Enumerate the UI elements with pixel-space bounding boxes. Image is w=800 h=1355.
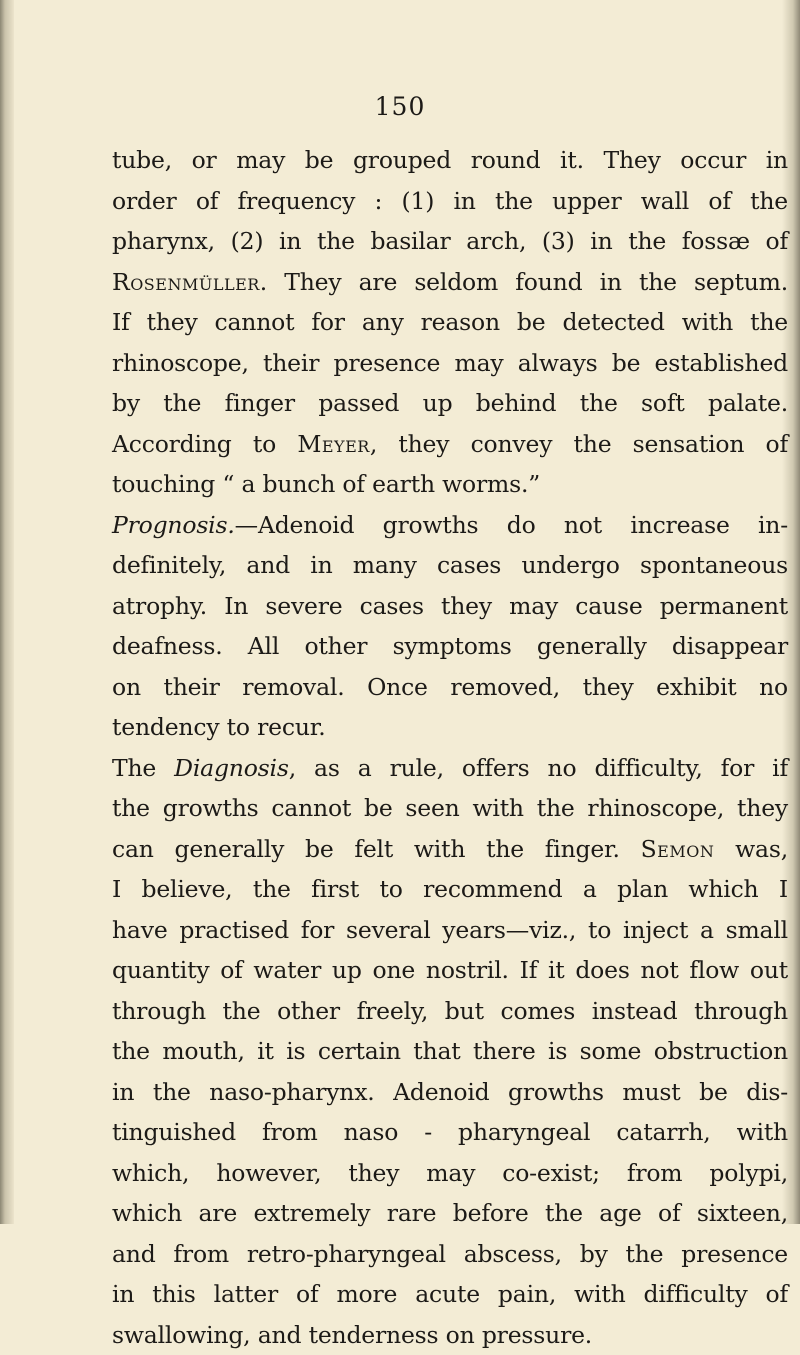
page-number: 150 <box>0 92 800 122</box>
text-line: Rosenmüller. They are seldom found in the septum. <box>112 262 788 303</box>
text-line: swallowing, and tenderness on pressure. <box>112 1315 788 1355</box>
text-line: According to Meyer, they convey the sensation of <box>112 424 788 465</box>
text-line: tendency to recur. <box>112 707 788 748</box>
text-line: have practised for several years—viz., to inject a small <box>112 910 788 951</box>
text-line: the growths cannot be seen with the rhinoscope, they <box>112 788 788 829</box>
body-text <box>112 140 788 1355</box>
text-line: can generally be felt with the finger. Semon was, <box>112 829 788 870</box>
text-line: which are extremely rare before the age of sixteen, <box>112 1193 788 1234</box>
section-heading-diagnosis: Diagnosis <box>174 754 289 782</box>
text-line: tube, or may be grouped round it. They occur in <box>112 140 788 181</box>
text-line: I believe, the first to recommend a plan which I <box>112 869 788 910</box>
text-line: the mouth, it is certain that there is some obstruction <box>112 1031 788 1072</box>
text-line: order of frequency : (1) in the upper wall of the <box>112 181 788 222</box>
text-line: by the finger passed up behind the soft palate. <box>112 383 788 424</box>
text-line: deafness. All other symptoms generally disappear <box>112 626 788 667</box>
text-line: which, however, they may co-exist; from polypi, <box>112 1153 788 1194</box>
text-line: pharynx, (2) in the basilar arch, (3) in the fossæ of <box>112 221 788 262</box>
text-line: touching “ a bunch of earth worms.” <box>112 464 788 505</box>
text-line: in the naso-pharynx. Adenoid growths must be dis- <box>112 1072 788 1113</box>
text-line: rhinoscope, their presence may always be established <box>112 343 788 384</box>
page-edge-left <box>0 0 14 1224</box>
text-line: in this latter of more acute pain, with difficulty of <box>112 1274 788 1315</box>
text-line: Prognosis.—Adenoid growths do not increase in- <box>112 505 788 546</box>
section-heading-prognosis: Prognosis. <box>112 511 235 539</box>
text-line: through the other freely, but comes instead through <box>112 991 788 1032</box>
author-name-meyer: Meyer <box>297 430 370 458</box>
text-line: definitely, and in many cases undergo spontaneous <box>112 545 788 586</box>
text-line: on their removal. Once removed, they exhibit no <box>112 667 788 708</box>
author-name-semon: Semon <box>641 835 715 863</box>
text-line: tinguished from naso - pharyngeal catarrh, with <box>112 1112 788 1153</box>
text-line: atrophy. In severe cases they may cause permanent <box>112 586 788 627</box>
text-line: quantity of water up one nostril. If it does not flow out <box>112 950 788 991</box>
author-name-rosenmuller: Rosenmüller <box>112 268 260 296</box>
text-line: The Diagnosis, as a rule, offers no difficulty, for if <box>112 748 788 789</box>
text-line: and from retro-pharyngeal abscess, by the presence <box>112 1234 788 1275</box>
text-line: If they cannot for any reason be detected with the <box>112 302 788 343</box>
